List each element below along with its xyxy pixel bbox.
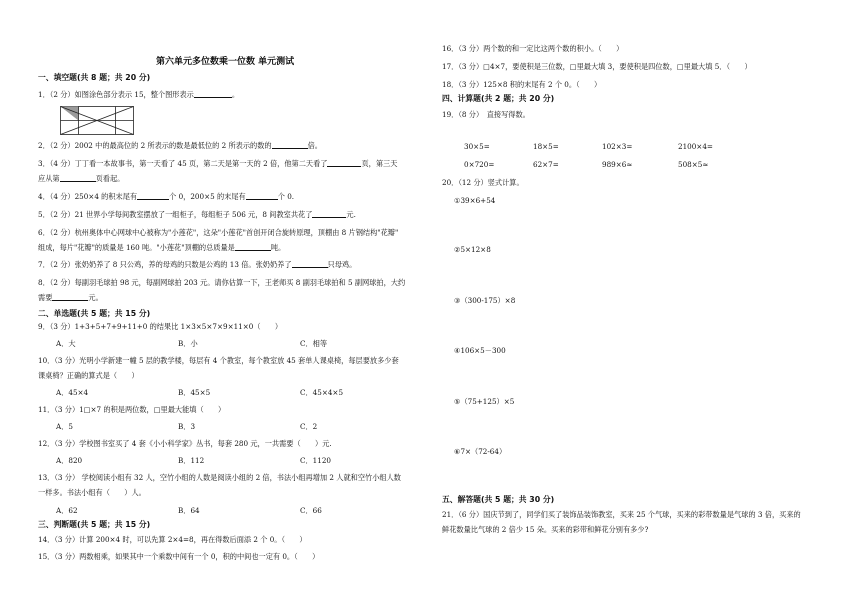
answer-blank[interactable] xyxy=(137,192,169,200)
option-a[interactable]: A．45×4 xyxy=(56,388,89,397)
vertical-calc-item: ④106×5－300 xyxy=(454,346,506,355)
option-c[interactable]: C．45×4×5 xyxy=(300,388,344,397)
option-c[interactable]: C．1120 xyxy=(300,456,331,465)
section-4-heading: 四、计算题(共 2 题；共 20 分) xyxy=(442,94,555,103)
mental-math-item: 989×6≈ xyxy=(602,160,633,169)
question-1: 1．（2 分）如图涂色部分表示 15，整个图形表示 。 xyxy=(38,90,240,99)
question-5: 5．（2 分）21 世界小学每间教室摆放了一组柜子，每组柜子 506 元，8 间教室共花了 元. xyxy=(38,210,356,219)
option-b[interactable]: B．小 xyxy=(178,339,198,348)
answer-blank[interactable] xyxy=(60,174,96,182)
shaded-rectangle-figure xyxy=(60,106,134,135)
mental-math-item: 18×5= xyxy=(533,142,559,151)
answer-blank[interactable] xyxy=(235,243,271,251)
question-18: 18．（3 分）125×8 积的末尾有 2 个 0。（ ） xyxy=(442,80,602,89)
mental-math-item: 62×7= xyxy=(533,160,559,169)
question-3: 3．（4 分）丁丁看一本故事书，第一天看了 45 页，第二天是第一天的 2 倍，他第二天看了 页，第三天 应从第 页看起。 xyxy=(38,159,398,183)
vertical-calc-item: ②5×12×8 xyxy=(454,245,491,254)
question-8: 8．（2 分）每副羽毛球拍 98 元，每副网球拍 203 元。请你估算一下，王老师买 8 副羽毛球拍和 5 副网球拍，大约 需要 元。 xyxy=(38,278,406,302)
question-21: 21．（6 分）国庆节到了，同学们买了装饰品装饰教室，买来 25 个气球，买来的彩带数量是气球的 3 倍，买来的 鲜花数量比气球的 2 倍少 15 朵。买来的彩带和鲜花分别有多少? xyxy=(442,510,801,534)
section-3-heading: 三、判断题(共 5 题；共 15 分) xyxy=(38,520,151,529)
question-9: 9．（3 分）1+3+5+7+9+11+0 的结果比 1×3×5×7×9×11×0（ ） xyxy=(38,322,283,331)
answer-blank[interactable] xyxy=(312,210,346,218)
mental-math-item: 30×5= xyxy=(464,142,490,151)
answer-blank[interactable] xyxy=(272,141,308,149)
answer-blank[interactable] xyxy=(194,90,232,98)
mental-math-item: 102×3= xyxy=(602,142,633,151)
answer-blank[interactable] xyxy=(292,260,328,268)
option-b[interactable]: B．45×5 xyxy=(178,388,211,397)
section-1-heading: 一、填空题(共 8 题；共 20 分) xyxy=(38,73,151,82)
question-13: 13．（3 分） 学校阅读小组有 32 人，空竹小组的人数是阅读小组的 2 倍，书法小组再增加 2 人就和空竹小组人数 一样多。书法小组有（ ）人。 xyxy=(38,473,401,497)
option-a[interactable]: A．820 xyxy=(56,456,83,465)
question-11: 11．（3 分）1□×7 的积是两位数，□里最大能填（ ） xyxy=(38,405,226,414)
option-b[interactable]: B．112 xyxy=(178,456,205,465)
question-15: 15．（3 分）两数相乘，如果其中一个乘数中间有一个 0，积的中间也一定有 0。（ ） xyxy=(38,552,320,561)
option-a[interactable]: A．62 xyxy=(56,506,78,515)
option-b[interactable]: B．3 xyxy=(178,422,196,431)
section-5-heading: 五、解答题(共 5 题；共 30 分) xyxy=(442,495,555,504)
vertical-calc-item: ③（300-175）×8 xyxy=(454,296,516,305)
question-12: 12．（3 分）学校图书室买了 4 套《小小科学家》丛书，每套 280 元，一共需要（ ）元. xyxy=(38,439,332,448)
question-4: 4．（4 分）250×4 的积末尾有 个 0，200×5 的末尾有 个 0. xyxy=(38,192,295,201)
mental-math-item: 508×5≈ xyxy=(678,160,709,169)
question-2: 2．（2 分）2002 中的最高位的 2 所表示的数是最低位的 2 所表示的数的 倍。 xyxy=(38,141,322,150)
question-10: 10．（3 分）光明小学新建一幢 5 层的教学楼，每层有 4 个教室，每个教室放 45 套单人课桌椅，每层要放多少套 课桌椅？正确的算式是（ ） xyxy=(38,356,399,380)
option-a[interactable]: A．大 xyxy=(56,339,76,348)
option-c[interactable]: C．66 xyxy=(300,506,322,515)
answer-blank[interactable] xyxy=(52,293,88,301)
question-20: 20．（12 分）竖式计算。 xyxy=(442,178,524,187)
section-2-heading: 二、单选题(共 5 题；共 15 分) xyxy=(38,309,151,318)
question-17: 17．（3 分）□4×7，要使积是三位数，□里最大填 3，要使积是四位数，□里最大填 5．（ ） xyxy=(442,62,752,71)
vertical-calc-item: ⑤（75+125）×5 xyxy=(454,397,515,406)
option-a[interactable]: A．5 xyxy=(56,422,73,431)
question-7: 7．（2 分）张奶奶养了 8 只公鸡，养的母鸡的只数是公鸡的 13 倍。张奶奶养了 只母鸡。 xyxy=(38,260,357,269)
answer-blank[interactable] xyxy=(327,159,361,167)
answer-blank[interactable] xyxy=(246,192,278,200)
vertical-calc-item: ①39×6+54 xyxy=(454,196,496,205)
mental-math-item: 0×720= xyxy=(464,160,495,169)
question-19: 19．（8 分） 直接写得数。 xyxy=(442,110,530,119)
mental-math-item: 2100×4= xyxy=(678,142,713,151)
option-c[interactable]: C．2 xyxy=(300,422,318,431)
option-c[interactable]: C．相等 xyxy=(300,339,328,348)
vertical-calc-item: ⑥7×（72-64） xyxy=(454,447,507,456)
page-title: 第六单元多位数乘一位数 单元测试 xyxy=(156,57,295,67)
question-6: 6．（2 分）杭州奥体中心网球中心被称为"小莲花"，这朵"小莲花"首创开闭合旋转原理，顶棚由 8 片钢结构"花瓣" 组成，每片"花瓣"的质量是 160 吨。"小莲花"顶棚的总质量是 吨。 xyxy=(38,228,399,252)
option-b[interactable]: B．64 xyxy=(178,506,200,515)
question-16: 16．（3 分）两个数的和一定比这两个数的积小。（ ） xyxy=(442,44,624,53)
question-14: 14．（3 分）计算 200×4 时，可以先算 2×4=8，再在得数后面添 2 个 0。（ ） xyxy=(38,535,307,544)
